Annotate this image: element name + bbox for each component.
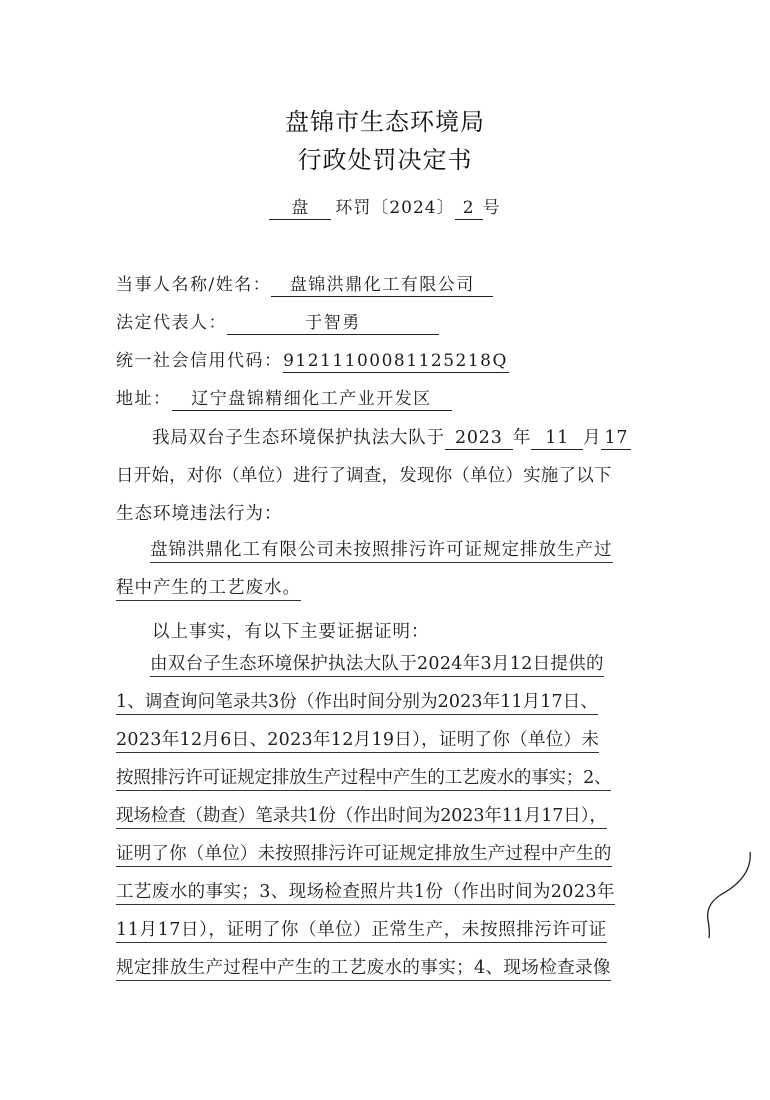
evidence-line-9: 规定排放生产过程中产生的工艺废水的事实；4、现场检查录像 xyxy=(116,956,611,981)
intro-year: 2023 xyxy=(445,427,513,450)
evidence-line-5: 现场检查（勘查）笔录共1份（作出时间为2023年11月17日）， xyxy=(116,804,607,829)
evidence-line-1: 由双台子生态环境保护执法大队于2024年3月12日提供的 xyxy=(150,652,604,677)
legal-rep-value: 于智勇 xyxy=(227,312,439,335)
intro-line-2: 日开始，对你（单位）进行了调查，发现你（单位）实施了以下 xyxy=(116,466,612,486)
credit-code-label: 统一社会信用代码： xyxy=(116,351,283,371)
intro-text-a: 我局双台子生态环境保护执法大队于 xyxy=(152,428,445,448)
doc-no-number: 2 xyxy=(455,197,483,220)
evidence-line-4: 按照排污许可证规定排放生产过程中产生的工艺废水的事实；2、 xyxy=(116,766,611,791)
party-name-value: 盘锦洪鼎化工有限公司 xyxy=(271,274,493,297)
intro-line-3: 生态环境违法行为： xyxy=(116,504,283,524)
document-number xyxy=(0,193,770,220)
evidence-line-3: 2023年12月6日、2023年12月19日），证明了你（单位）未 xyxy=(116,728,599,753)
intro-month: 11 xyxy=(531,427,583,450)
violation-line-1: 盘锦洪鼎化工有限公司未按照排污许可证规定排放生产过 xyxy=(150,538,613,563)
party-name-row xyxy=(116,270,493,297)
margin-pen-mark xyxy=(700,850,760,940)
credit-code-row xyxy=(116,346,509,373)
doc-no-middle: 环罚〔2024〕 xyxy=(335,198,455,218)
credit-code-value: 91211100081125218Q xyxy=(283,351,508,371)
evidence-line-8: 11月17日），证明了你（单位）正常生产，未按照排污许可证 xyxy=(116,918,607,943)
evidence-line-6: 证明了你（单位）未按照排污许可证规定排放生产过程中产生的 xyxy=(116,842,612,867)
violation-line-2: 程中产生的工艺废水。 xyxy=(116,576,301,601)
intro-day: 17 xyxy=(601,427,631,450)
address-row xyxy=(116,384,452,411)
evidence-line-7: 工艺废水的事实；3、现场检查照片共1份（作出时间为2023年 xyxy=(116,880,615,905)
legal-rep-label: 法定代表人： xyxy=(116,313,227,333)
agency-title: 盘锦市生态环境局 xyxy=(285,108,485,136)
address-value: 辽宁盘锦精细化工产业开发区 xyxy=(172,388,452,411)
doc-no-prefix: 盘 xyxy=(269,197,331,220)
intro-text-c: 月 xyxy=(583,428,602,448)
intro-text-b: 年 xyxy=(512,428,532,448)
evidence-line-2: 1、调查询问笔录共3份（作出时间分别为2023年11月17日、 xyxy=(116,690,598,715)
legal-rep-row xyxy=(116,308,439,335)
intro-line-1 xyxy=(152,424,631,450)
party-name-label: 当事人名称/姓名： xyxy=(116,275,272,295)
address-label: 地址： xyxy=(116,389,172,409)
doc-no-suffix: 号 xyxy=(482,198,501,218)
document-type-title: 行政处罚决定书 xyxy=(297,146,473,174)
evidence-intro: 以上事实，有以下主要证据证明： xyxy=(152,622,430,642)
